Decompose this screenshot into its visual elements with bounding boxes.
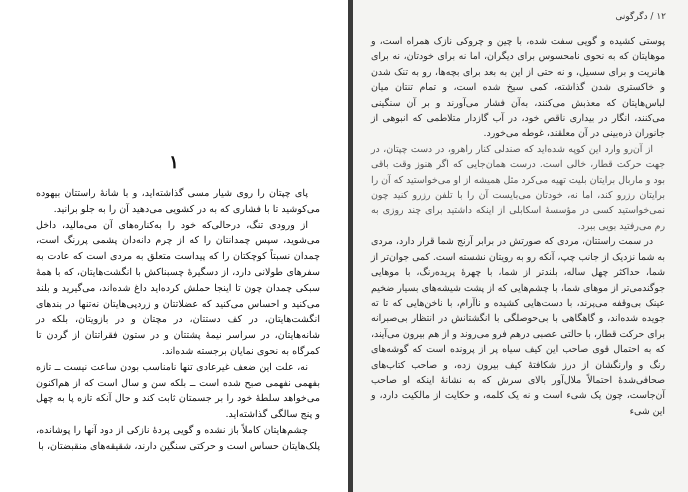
- paragraph: پوستی کشیده و گویی سفت شده، با چین و چروکی نازک همراه است، و موهایتان که به نحوی نامحسوس برای دیگران، اما نه برای خودتان، نه برای هانریت و برای سسیل، و نه حتی از این به بعد برای بچه‌ها، رو به تنک شدن و خاکستری شدن گذاشته، کمی سیخ شده است، و تمام تنتان میان لباس‌هایتان که معذبش می‌کنند، به‌آن فشار می‌آورند و بر آن سنگینی می‌کنند، انگار در بیداری ناقص خود، در آب گازدار متلاطمی که انبوهی از جانوران ذره‌بینی در آن معلقند، غوطه می‌خورد.: [371, 36, 665, 140]
- paragraph: نه، علت این ضعف غیرعادی تنها نامناسب بودن ساعت نیست ــ تازه بفهمی نفهمی صبح شده است ــ بلکه سن و سال است که از هم‌اکنون می‌خواهد سلطهٔ خود را بر جسمتان ثابت کند و حال آنکه تازه پا به چهل و پنج سالگی گذاشته‌اید.: [36, 361, 320, 421]
- paragraph: از آن‌رو وارد این کوپه شده‌اید که صندلی کنار راهرو، در دست چپتان، در جهت حرکت قطار، خالی است. درست همان‌جایی که اگر هنوز وقت باقی بود و ماربال برایتان بلیت تهیه می‌کرد مثل همیشه از او می‌خواستید که آن را برایتان رزرو کند، اما نه، خودتان می‌بایست آن را با تلفن رزرو کنید چون نمی‌خواستید کسی در مؤسسهٔ اسکابلی از اینکه داشتید برای چند روزی به رم می‌رفتید بویی ببرد.: [371, 143, 665, 232]
- right-page: [353, 0, 688, 492]
- running-head: ۱۲ / دگرگونی: [615, 12, 666, 22]
- left-page-body: [36, 186, 320, 455]
- paragraph: در سمت راستتان، مردی که صورتش در برابر آرنج شما قرار دارد، مردی به شما نزدیک از جانب چپ، آنکه رو به رویتان نشسته است. کمی جوان‌تر از شما، حداکثر چهل ساله، بلندتر از شما، با چهرهٔ پریده‌رنگ، با موهایی جوگندمی‌تر از موهای شما، با چشم‌هایی که از پشت شیشه‌های بسیار ضخیم عینک بی‌وقفه می‌پرند، با دست‌هایی کشیده و ناآرام، با ناخن‌هایی که تا ته جویده شده‌اند، و گاهگاهی با بی‌حوصلگی با انگشتانش در انتظار بی‌صبرانه برای حرکت قطار، با حالتی عصبی درهم فرو می‌روند و از هم بیرون می‌آیند، که به احتمال قوی صاحب این کیف سیاه پر از پرونده است که گوشه‌های رنگ و وارنگشان از درز شکافتهٔ کیف بیرون زده، و صاحب کتاب‌های صحافی‌شدهٔ احتمالاً ملال‌آور بالای سرش که به نشانهٔ اینکه او صاحب آن‌جاست، چون یک شیء است و نه یک کلمه، و حکایت از مالکیت دارد، و این شیء: [371, 236, 665, 417]
- right-page-body: [371, 34, 665, 419]
- paragraph: پای چپتان را روی شیار مسی گذاشته‌اید، و با شانهٔ راستتان بیهوده می‌کوشید تا با فشاری که به در کشویی می‌دهید آن را به جلو برانید.: [36, 188, 320, 215]
- paragraph: از ورودی تنگ، درحالی‌که خود را به‌کناره‌های آن می‌مالید، داخل می‌شوید، سپس چمدانتان را که از چرم دانه‌دان پشمی پررنگ است، چمدان نسبتاً کوچکتان را که پیداست متعلق به مردی است که عادت به سفرهای طولانی دارد، از دسگیرهٔ چسبناکش با انگشت‌هایتان، که با همهٔ سبکی چمدان چون تا اینجا حملش کرده‌اید داغ شده‌اند، می‌گیرید و بلند می‌کنید و احساس می‌کنید که عضلاتتان و زردپی‌هایتان نه‌تنها در بندهای انگشت‌هایتان، در کف دستتان، در مچتان و در بازویتان، بلکه در شانه‌هایتان، در سراسر نیمهٔ پشتتان و در ستون فقراتتان از گردن تا کمرگاه به نحوی نمایان برجسته شده‌اند.: [36, 219, 320, 357]
- paragraph: چشم‌هایتان کاملاً باز نشده و گویی پردهٔ نازکی از دود آنها را پوشانده، پلک‌هایتان حساس است و حرکتی سنگین دارند، شقیقه‌های منقبضتان، با: [36, 424, 320, 452]
- chapter-number: ۱: [169, 152, 179, 173]
